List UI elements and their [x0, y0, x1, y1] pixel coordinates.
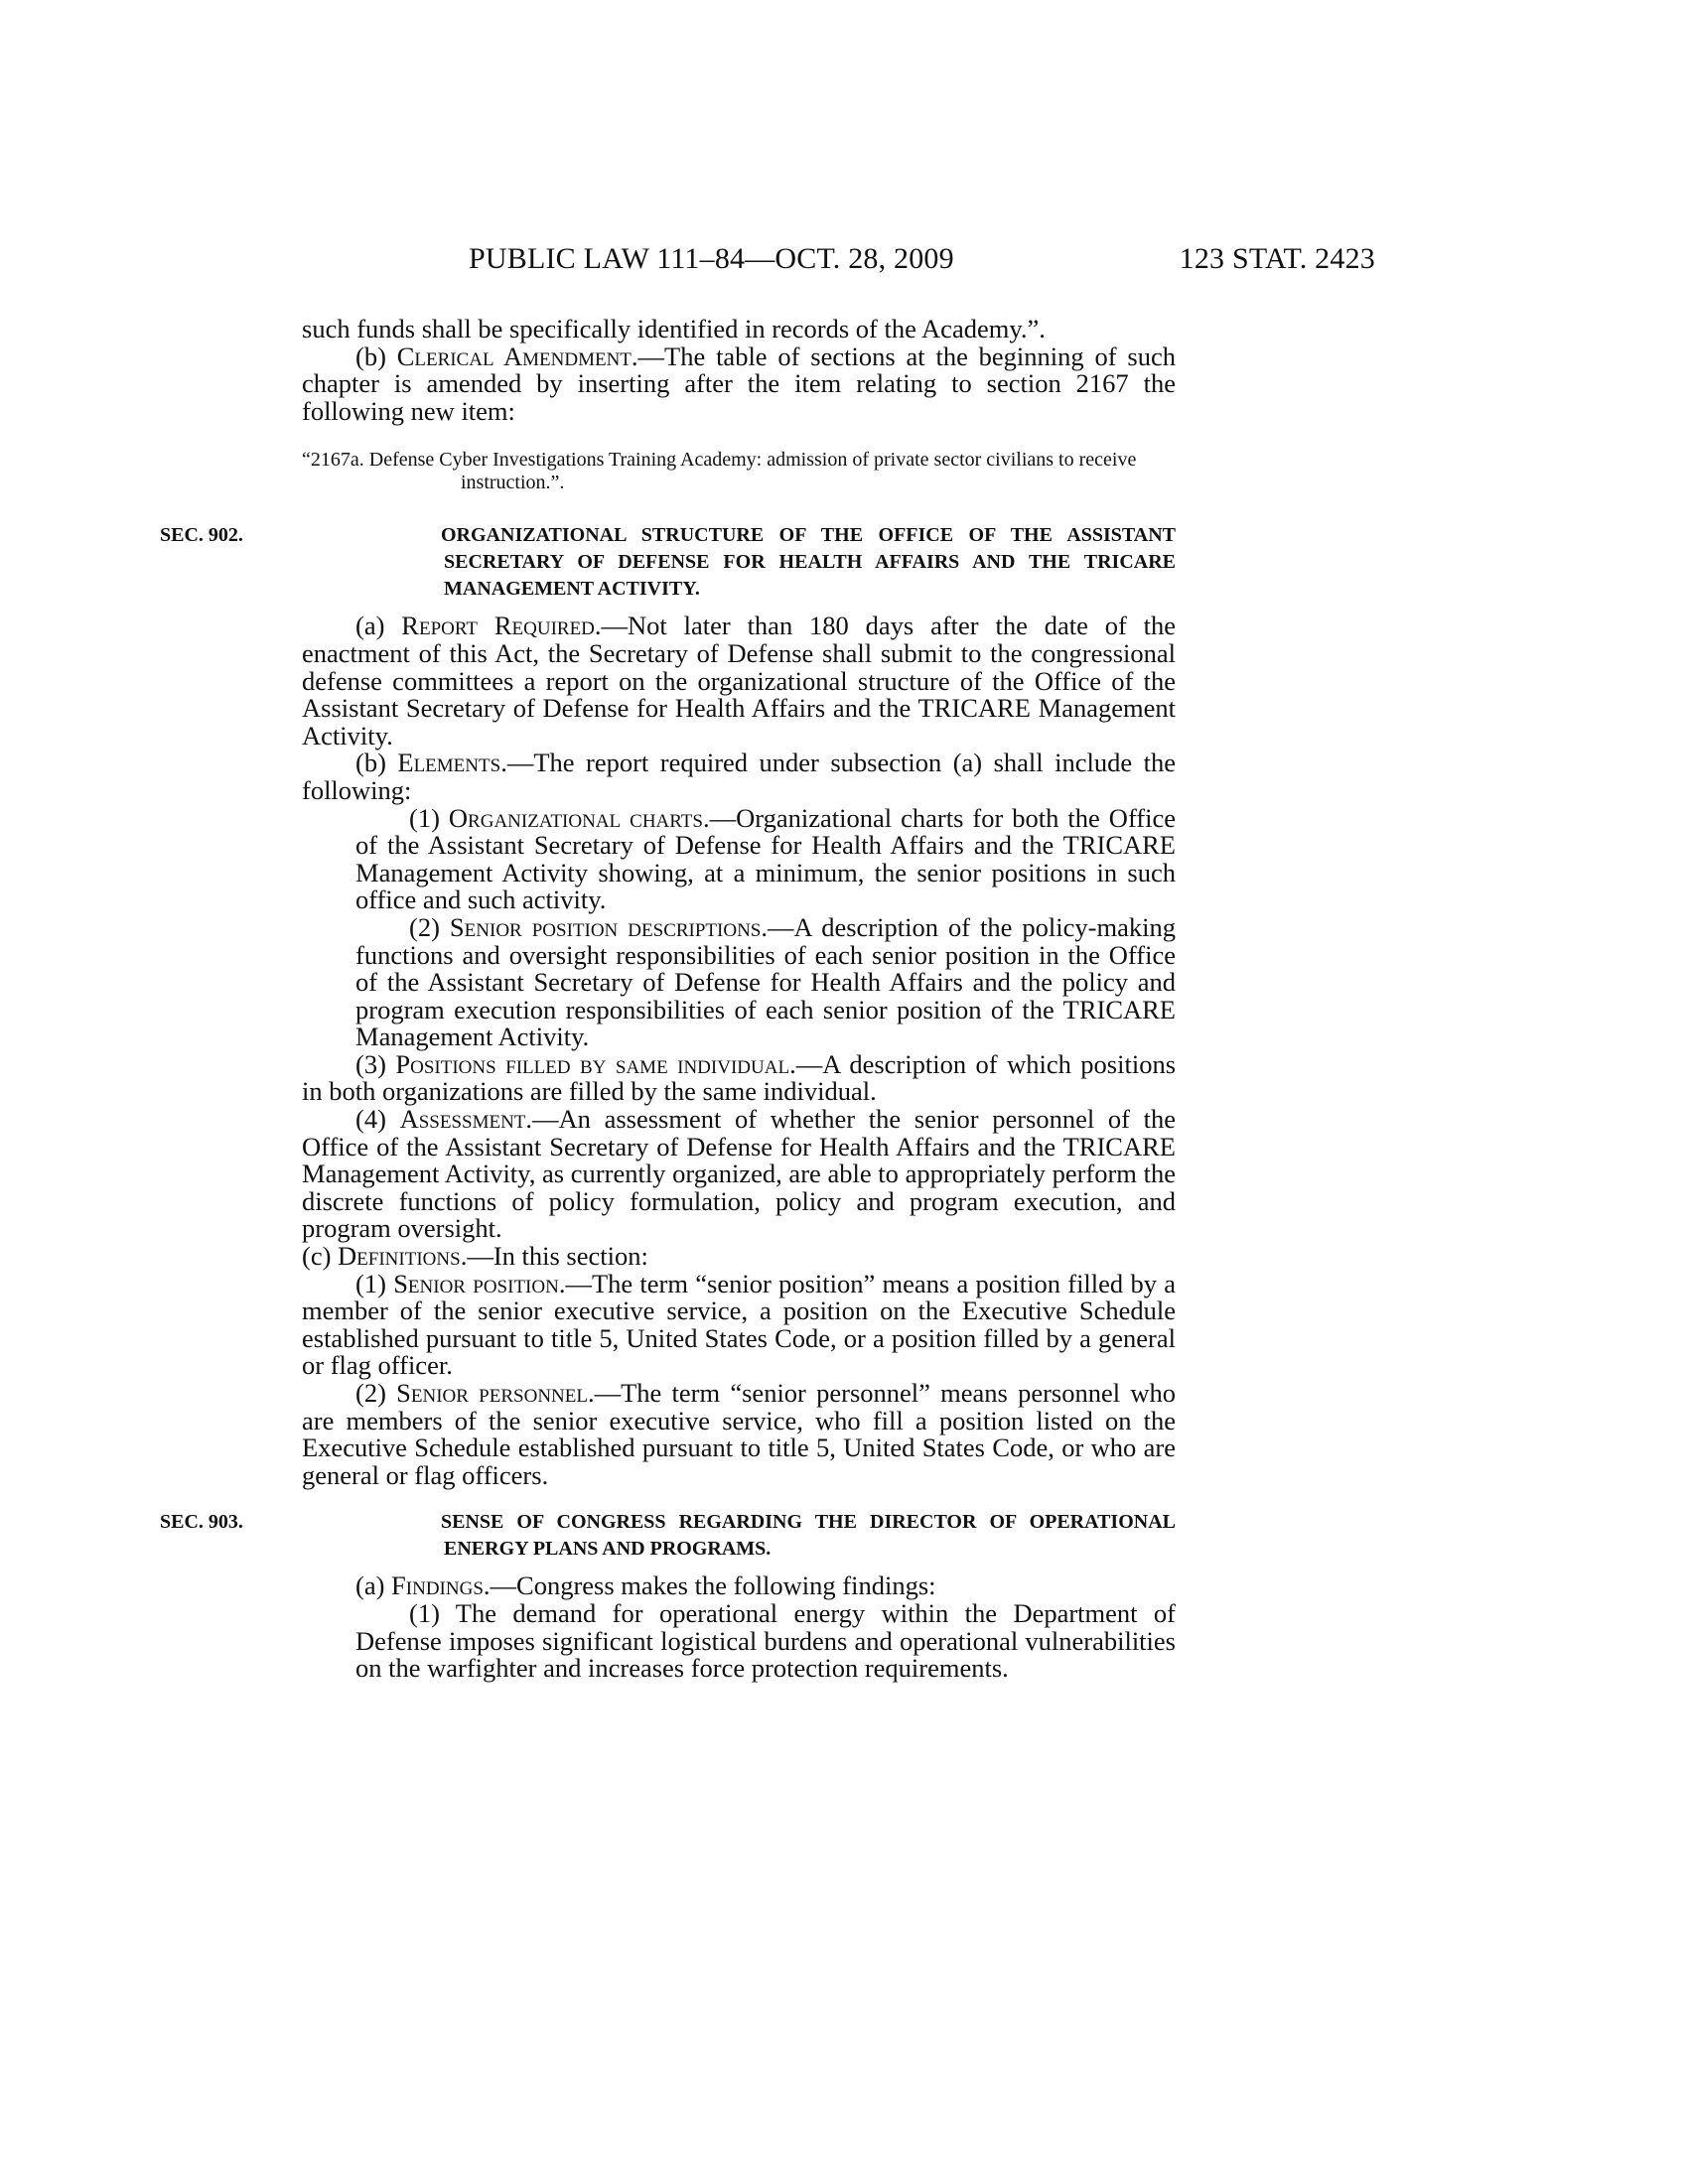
subsection-heading: Elements [397, 748, 501, 778]
paragraph-clerical-amendment: (b) Clerical Amendment.—The table of sections at the beginning of such chapter is amended by inserting after the item relating to section 2167 the following new item: [302, 341, 1176, 426]
paragraph-heading: Organizational charts [448, 802, 703, 833]
subsection-heading: Report Required [401, 611, 595, 641]
section-title: SENSE OF CONGRESS REGARDING THE DIRECTOR OF OPERATIONAL ENERGY PLANS AND PROGRAMS. [441, 1511, 1176, 1561]
section-number: SEC. 903. [160, 1511, 243, 1534]
paragraph-heading: Senior personnel [396, 1378, 588, 1408]
section-title: ORGANIZATIONAL STRUCTURE OF THE OFFICE OF THE ASSISTANT SECRETARY OF DEFENSE FOR HEALTH AFFAIRS AND THE TRICARE MANAGEMENT ACTIVITY. [441, 524, 1176, 601]
section-902-heading [160, 522, 1176, 603]
subsection-a-report-required: (a) Report Required.—Not later than 180 days after the date of the enactment of this Act, the Secretary of Defense shall submit to the congressional defense committees a report on the organizational structure of the Office of the Assistant Secretary of Defense for Health Affairs and the TRICARE Management Activity. [302, 611, 1176, 751]
paragraph-c2-senior-personnel: (2) Senior personnel.—The term “senior personnel” means personnel who are members of the senior executive service, who fill a position listed on the Executive Schedule established pursuant to title 5, United States Code, or who are general or flag officers. [302, 1378, 1177, 1490]
paragraph-continuation: such funds shall be specifically identified in records of the Academy.”. [302, 314, 1046, 343]
paragraph-heading: Senior position descriptions [449, 911, 762, 942]
paragraph-b1-organizational-charts: (1) Organizational charts.—Organizational charts for both the Office of the Assistant Secretary of Defense for Health Affairs and the TRICARE Management Activity showing, at a minimum, the senior positions in such office and such activity. [355, 802, 1177, 915]
page-header [298, 242, 1375, 282]
section-number: SEC. 902. [160, 524, 243, 547]
subsection-a-findings: (a) Findings.—Congress makes the following findings: [355, 1570, 936, 1601]
table-of-sections-item: “2167a. Defense Cyber Investigations Training Academy: admission of private sector civilians to receive instruction.”. [302, 449, 1137, 494]
paragraph-b4-assessment: (4) Assessment.—An assessment of whether the senior personnel of the Office of the Assistant Secretary of Defense for Health Affairs and the TRICARE Management Activity, as currently organized, are able to appropriately perform the discrete functions of policy formulation, policy and program execution, and program oversight. [302, 1104, 1176, 1244]
spacer [302, 1489, 1176, 1503]
public-law-title: PUBLIC LAW 111–84—OCT. 28, 2009 [469, 242, 954, 275]
paragraph-heading: Assessment [399, 1104, 526, 1135]
paragraph-heading: Positions filled by same individual [395, 1048, 790, 1079]
subsection-heading: Findings [391, 1570, 484, 1601]
paragraph-b2-senior-position-descriptions: (2) Senior position descriptions.—A description of the policy-making functions and oversight responsibilities of each senior position in the Office of the Assistant Secretary of Defense for Health Affairs and the policy and program execution responsibilities of each senior position of the TRICARE Management Activity. [355, 911, 1176, 1052]
paragraph-b3-positions-filled: (3) Positions filled by same individual.—A description of which positions in both organizations are filled by the same individual. [302, 1048, 1177, 1107]
paragraph-finding-1: (1) The demand for operational energy within the Department of Defense imposes significant logistical burdens and operational vulnerabilities on the warfighter and increases force protection requirements. [355, 1597, 1176, 1684]
document-body [160, 314, 1177, 1684]
subsection-heading: Clerical Amendment [396, 341, 632, 371]
subsection-b-elements: (b) Elements.—The report required under subsection (a) shall include the following: [302, 748, 1176, 805]
subsection-heading: Definitions [338, 1241, 461, 1272]
subsection-c-definitions: (c) Definitions.—In this section: [302, 1241, 648, 1272]
stat-page-number: 123 STAT. 2423 [1179, 242, 1375, 275]
paragraph-heading: Senior position [393, 1268, 559, 1298]
paragraph-c1-senior-position: (1) Senior position.—The term “senior position” means a position filled by a member of the senior executive service, a position on the Executive Schedule established pursuant to title 5, United States Code, or a position filled by a general or flag officer. [302, 1268, 1176, 1381]
section-903-heading [160, 1509, 1176, 1563]
